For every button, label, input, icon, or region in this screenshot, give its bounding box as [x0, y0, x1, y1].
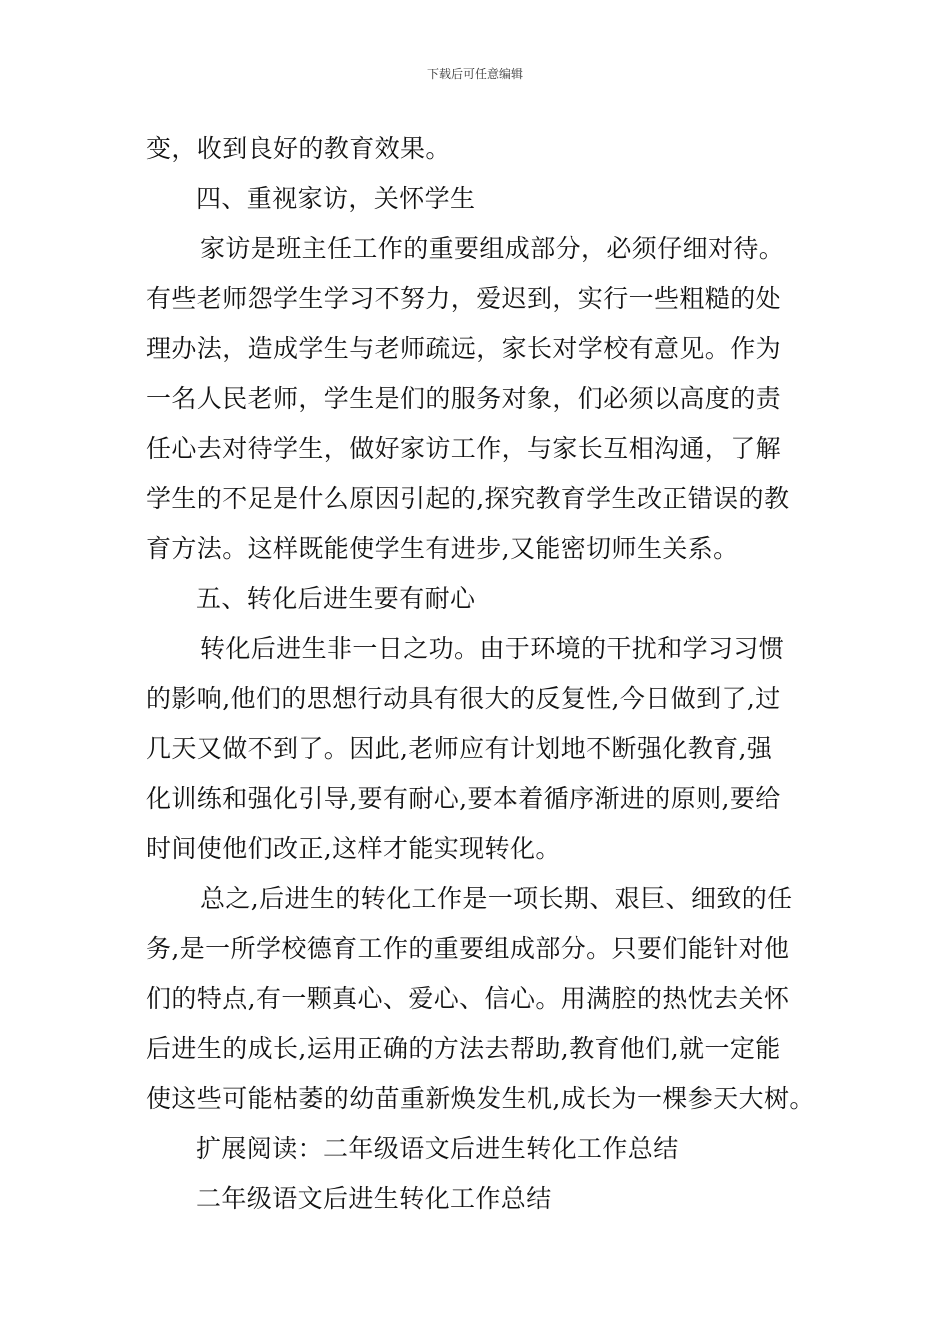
section-heading: 五、转化后进生要有耐心	[196, 584, 476, 613]
text-line: 理办法，造成学生与老师疏远，家长对学校有意见。作为	[146, 334, 782, 363]
text-line: 有些老师怨学生学习不努力，爱迟到，实行一些粗糙的处	[146, 284, 782, 313]
paragraph-start: 家访是班主任工作的重要组成部分，必须仔细对待。	[200, 234, 785, 263]
text-line: 使这些可能枯萎的幼苗重新焕发生机,成长为一棵参天大树。	[146, 1084, 815, 1113]
document-body	[146, 124, 815, 1224]
text-line: 育方法。这样既能使学生有进步,又能密切师生关系。	[146, 534, 739, 563]
section-heading: 四、重视家访，关怀学生	[196, 184, 476, 213]
text-line: 学生的不足是什么原因引起的,探究教育学生改正错误的教	[146, 484, 790, 513]
section-title: 二年级语文后进生转化工作总结	[196, 1184, 552, 1213]
text-line: 变，收到良好的教育效果。	[146, 134, 451, 163]
page-header: 下载后可任意编辑	[426, 67, 523, 81]
text-line: 一名人民老师，学生是们的服务对象，们必须以高度的责	[146, 384, 782, 413]
text-line: 后进生的成长,运用正确的方法去帮助,教育他们,就一定能	[146, 1034, 781, 1063]
text-line: 化训练和强化引导,要有耐心,要本着循序渐进的原则,要给	[146, 784, 781, 813]
text-line: 的影响,他们的思想行动具有很大的反复性,今日做到了,过	[146, 684, 781, 713]
text-line: 务,是一所学校德育工作的重要组成部分。只要们能针对他	[146, 934, 790, 963]
text-line: 时间使他们改正,这样才能实现转化。	[146, 834, 561, 863]
extended-reading-heading: 扩展阅读：二年级语文后进生转化工作总结	[196, 1134, 679, 1163]
text-line: 任心去对待学生，做好家访工作，与家长互相沟通，了解	[146, 434, 782, 463]
paragraph-start: 总之,后进生的转化工作是一项长期、艰巨、细致的任	[200, 884, 793, 913]
text-line: 几天又做不到了。因此,老师应有计划地不断强化教育,强	[146, 734, 773, 763]
text-line: 们的特点,有一颗真心、爱心、信心。用满腔的热忱去关怀	[146, 984, 790, 1013]
paragraph-start: 转化后进生非一日之功。由于环境的干扰和学习习惯	[200, 634, 785, 663]
